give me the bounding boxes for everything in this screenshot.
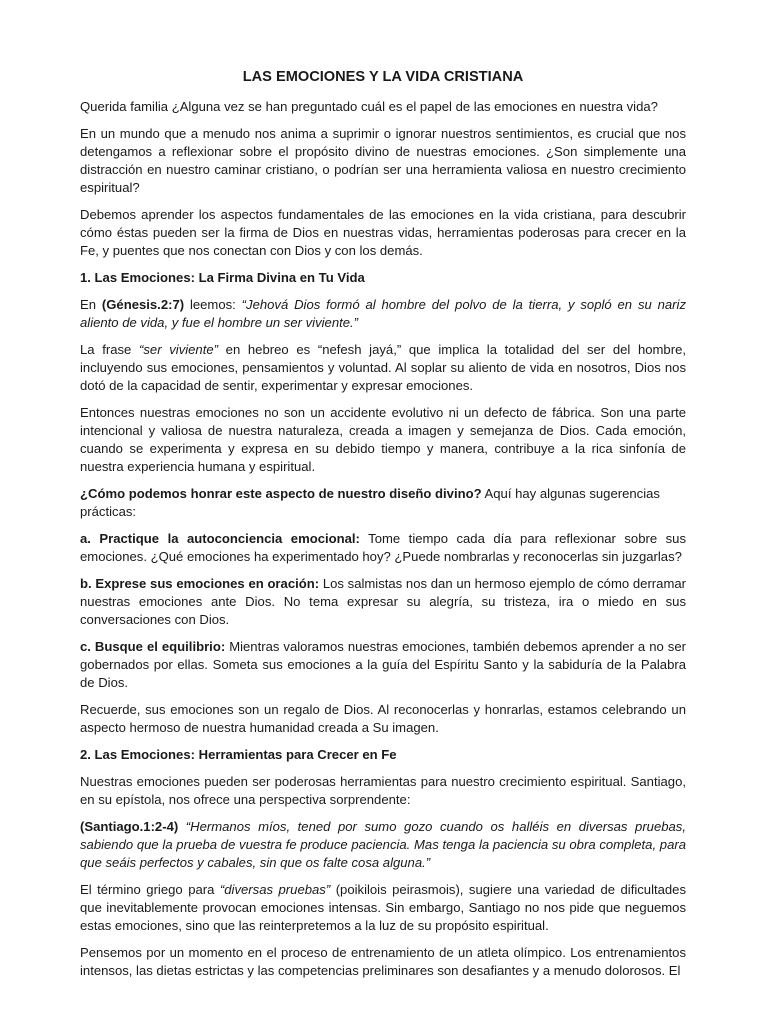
greek-quote: “diversas pruebas” [219, 882, 331, 897]
item-a-label: a. Practique la autoconciencia emocional: [80, 531, 360, 546]
genesis-reference: (Génesis.2:7) [101, 297, 185, 312]
document-title: LAS EMOCIONES Y LA VIDA CRISTIANA [242, 69, 524, 85]
then-paragraph: Entonces nuestras emociones no son un accidente evolutivo ni un defecto de fábrica. Son una parte intencional y valiosa de nuestra naturaleza, creada a imagen y semejanza de Dios. Cada emoción, cuando se experimenta y expresa en su debido tiempo y manera, contribuye a la rica sinfonía de nuestra experiencia humana y espiritual. [80, 405, 686, 474]
santiago-paragraph [80, 818, 686, 872]
honor-question: ¿Cómo podemos honrar este aspecto de nuestro diseño divino? [80, 486, 482, 501]
genesis-paragraph [80, 296, 686, 332]
genesis-prefix: En [80, 297, 102, 312]
section-1-heading: 1. Las Emociones: La Firma Divina en Tu Vida [80, 270, 365, 285]
item-c-text: Mientras valoramos nuestras emociones, también debemos aprender a no ser gobernados por ellas. Someta sus emociones a la guía del Espíritu Santo y la sabiduría de la Palabra de Dios. [80, 639, 686, 690]
section-2-heading: 2. Las Emociones: Herramientas para Crecer en Fe [80, 747, 397, 762]
honor-paragraph [80, 485, 686, 521]
item-b-label: b. Exprese sus emociones en oración: [80, 576, 320, 591]
item-b-text: Los salmistas nos dan un hermoso ejemplo de cómo derramar nuestras emociones ante Dios. No tema expresar su alegría, su tristeza, ira o miedo en sus conversaciones con Dios. [80, 576, 686, 627]
greek-paragraph [80, 881, 686, 935]
section-2-intro: Nuestras emociones pueden ser poderosas herramientas para nuestro crecimiento espiritual. Santiago, en su epístola, nos ofrece una perspectiva sorprendente: [80, 774, 686, 807]
athlete-paragraph: Pensemos por un momento en el proceso de entrenamiento de un atleta olímpico. Los entrenamientos intensos, las dietas estrictas y las competencias preliminares son desafiantes y a menudo dolorosos. El [80, 945, 686, 978]
phrase-quote: “ser viviente” [139, 342, 218, 357]
item-a-paragraph [80, 530, 686, 566]
document-page [80, 66, 686, 989]
intro-paragraph-2: En un mundo que a menudo nos anima a suprimir o ignorar nuestros sentimientos, es crucial que nos detengamos a reflexionar sobre el propósito divino de nuestras emociones. ¿Son simplemente una distracción en nuestro caminar cristiano, o podrían ser una herramienta valiosa en nuestro crecimiento espiritual? [80, 126, 686, 195]
genesis-quote: “Jehová Dios formó al hombre del polvo de la tierra, y sopló en su nariz aliento de vida, y fue el hombre un ser viviente.” [80, 297, 687, 330]
closing-paragraph: Recuerde, sus emociones son un regalo de Dios. Al reconocerlas y honrarlas, estamos celebrando un aspecto hermoso de nuestra humanidad creada a Su imagen. [80, 702, 686, 735]
genesis-middle: leemos: [184, 297, 242, 312]
item-b-paragraph [80, 575, 686, 629]
greek-prefix: El término griego para [80, 882, 220, 897]
item-c-label: c. Busque el equilibrio: [80, 639, 226, 654]
phrase-prefix: La frase [80, 342, 140, 357]
honor-rest: Aquí hay algunas sugerencias prácticas: [80, 486, 660, 519]
item-c-paragraph [80, 638, 686, 692]
intro-paragraph-1: Querida familia ¿Alguna vez se han preguntado cuál es el papel de las emociones en nuestra vida? [80, 99, 658, 114]
item-a-text: Tome tiempo cada día para reflexionar sobre sus emociones. ¿Qué emociones ha experimentado hoy? ¿Puede nombrarlas y reconocerlas sin juzgarlas? [80, 531, 686, 564]
intro-paragraph-3: Debemos aprender los aspectos fundamentales de las emociones en la vida cristiana, para descubrir cómo éstas pueden ser la firma de Dios en nuestras vidas, herramientas poderosas para crecer en la Fe, y puentes que nos conectan con Dios y con los demás. [80, 207, 686, 258]
phrase-paragraph [80, 341, 686, 395]
santiago-quote: “Hermanos míos, tened por sumo gozo cuando os halléis en diversas pruebas, sabiendo que la prueba de vuestra fe produce paciencia. Mas tenga la paciencia su obra completa, para que seáis perfectos y cabales, sin que os falte cosa alguna.” [80, 819, 686, 870]
greek-rest: (poikilois peirasmois), sugiere una variedad de dificultades que inevitablemente provocan emociones intensas. Sin embargo, Santiago no nos pide que neguemos estas emociones, sino que las reinterpretemos a la luz de su propósito espiritual. [80, 882, 687, 933]
santiago-reference: (Santiago.1:2-4) [80, 819, 179, 834]
phrase-rest: en hebreo es “nefesh jayá,” que implica la totalidad del ser del hombre, incluyendo sus emociones, pensamientos y voluntad. Al soplar su aliento de vida en nosotros, Dios nos dotó de la capacidad de sentir, experimentar y expresar emociones. [80, 342, 686, 393]
